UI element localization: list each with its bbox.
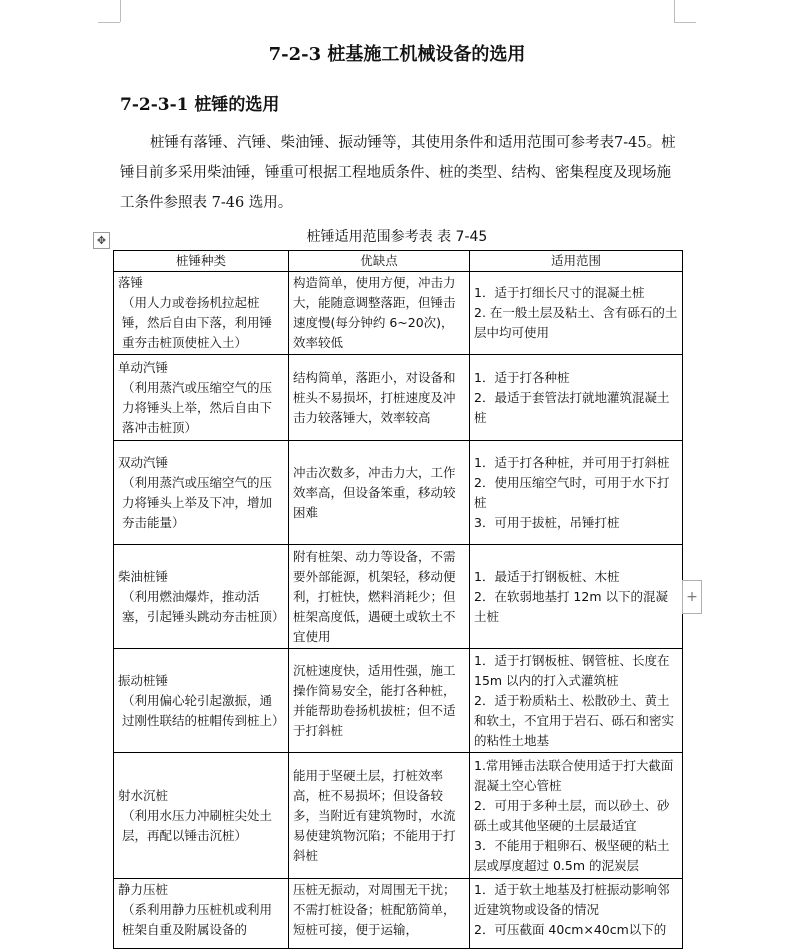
table-header-row (114, 251, 683, 272)
scope-item: 1．适于打细长尺寸的混凝土桩 (474, 285, 645, 300)
scope-item: 2．适于粉质粘土、松散砂土、黄土和软土，不宜用于岩石、砾石和密实的粘性土地基 (474, 692, 675, 748)
section-title: 7-2-3-1 桩锤的选用 (120, 95, 280, 115)
pros-cons-cell: 沉桩速度快，适用性强，施工操作简易安全，能打各种桩，并能帮助卷扬机拔桩；但不适于打斜桩 (289, 649, 470, 753)
scope-item: 2. 在一般土层及粘土、含有砾石的土层中均可使用 (474, 305, 678, 340)
hammer-description: （用人力或卷扬机拉起桩锤，然后自由下落，利用锤重夯击桩顶使桩入土） (122, 295, 273, 350)
hammer-description: （利用水压力冲刷桩尖处土层，再配以锤击沉桩） (122, 807, 273, 843)
hammer-type-cell (114, 272, 289, 355)
scope-cell (470, 545, 683, 649)
scope-cell (470, 753, 683, 879)
hammer-type-cell (114, 441, 289, 545)
header-cell: 优缺点 (289, 251, 470, 272)
hammer-type-cell (114, 753, 289, 879)
hammer-description: （系利用静力压桩机或利用桩架自重及附属设备的 (122, 902, 273, 937)
hammer-name: 落锤 (118, 275, 144, 290)
scope-item: 2．可用于多种土层，而以砂土、砂砾土或其他坚硬的土层最适宜 (474, 797, 670, 833)
page-title: 7-2-3 桩基施工机械设备的选用 (268, 44, 526, 65)
scope-item: 1．适于软土地基及打桩振动影响邻近建筑物或设备的情况 (474, 882, 670, 917)
table-row (114, 753, 683, 879)
pros-cons-cell: 冲击次数多，冲击力大，工作效率高，但设备笨重，移动较困难 (289, 441, 470, 545)
hammer-description: （利用偏心轮引起激振，通过刚性联结的桩帽传到桩上） (122, 692, 285, 728)
pros-cons-cell: 结构简单，落距小，对设备和桩头不易损坏，打桩速度及冲击力较落锤大，效率较高 (289, 355, 470, 441)
crop-mark (120, 0, 121, 22)
crop-mark (98, 22, 120, 23)
header-cell: 适用范围 (470, 251, 683, 272)
scope-cell (470, 355, 683, 441)
pros-cons-cell: 能用于坚硬土层，打桩效率高，桩不易损坏；但设备较多，当附近有建筑物时，水流易使建筑物沉陷；不能用于打斜桩 (289, 753, 470, 879)
hammer-name: 单动汽锤 (118, 359, 169, 375)
add-column-icon[interactable]: + (682, 580, 702, 614)
hammer-description: （利用蒸汽或压缩空气的压力将锤头上举及下冲，增加夯击能量） (122, 474, 273, 530)
scope-item: 1.常用锤击法联合使用适于打大截面混凝土空心管桩 (474, 757, 674, 793)
hammer-name: 振动桩锤 (118, 672, 169, 688)
scope-item: 2．可压截面 40cm×40cm以下的 (474, 922, 667, 937)
hammer-description: （利用燃油爆炸，推动活塞，引起锤头跳动夯击桩顶） (122, 588, 285, 624)
table-row (114, 545, 683, 649)
hammer-type-cell (114, 355, 289, 441)
crop-mark (674, 0, 675, 22)
scope-item: 2．最适于套管法打就地灌筑混凝土桩 (474, 389, 670, 425)
scope-item: 1．适于打钢板桩、钢管桩、长度在 15m 以内的打入式灌筑桩 (474, 652, 670, 688)
scope-cell (470, 272, 683, 355)
hammer-type-cell (114, 649, 289, 753)
header-cell: 桩锤种类 (114, 251, 289, 272)
scope-cell (470, 441, 683, 545)
scope-item: 3．不能用于粗卵石、极坚硬的粘土层或厚度超过 0.5m 的泥炭层 (474, 837, 670, 873)
pros-cons-cell: 构造简单，使用方便，冲击力大，能随意调整落距，但锤击速度慢(每分钟约 6~20次)，效率较低 (289, 272, 470, 355)
hammer-table (113, 250, 683, 949)
crop-mark (674, 22, 696, 23)
scope-cell (470, 879, 683, 949)
table-caption: 桩锤适用范围参考表 表 7-45 (306, 229, 488, 245)
hammer-type-cell (114, 879, 289, 949)
scope-item: 1．适于打各种桩 (474, 369, 570, 385)
intro-paragraph: 桩锤有落锤、汽锤、柴油锤、振动锤等，其使用条件和适用范围可参考表7-45。桩锤目前多采用柴油锤，锤重可根据工程地质条件、桩的类型、结构、密集程度及现场施工条件参照表 7-46 选用。 (120, 135, 676, 211)
hammer-name: 射水沉桩 (118, 787, 169, 803)
scope-item: 2．在软弱地基打 12m 以下的混凝土桩 (474, 588, 668, 624)
table-row (114, 355, 683, 441)
scope-item: 1．最适于打钢板桩、木桩 (474, 568, 620, 584)
hammer-name: 双动汽锤 (118, 454, 169, 470)
hammer-name: 静力压桩 (118, 882, 169, 897)
scope-item: 1．适于打各种桩，并可用于打斜桩 (474, 454, 670, 470)
table-row (114, 272, 683, 355)
scope-item: 3．可用于拔桩，吊锤打桩 (474, 514, 620, 530)
table-row (114, 441, 683, 545)
table-row (114, 649, 683, 753)
hammer-name: 柴油桩锤 (118, 568, 169, 584)
hammer-description: （利用蒸汽或压缩空气的压力将锤头上举，然后自由下落冲击桩顶） (122, 379, 273, 435)
scope-item: 2．使用压缩空气时，可用于水下打桩 (474, 474, 670, 510)
table-move-handle-icon[interactable]: ✥ (93, 232, 110, 249)
pros-cons-cell: 附有桩架、动力等设备，不需要外部能源，机架轻，移动便利，打桩快，燃料消耗少；但桩架高度低，遇硬土或软土不宜使用 (289, 545, 470, 649)
hammer-type-cell (114, 545, 289, 649)
table-row (114, 879, 683, 949)
pros-cons-cell: 压桩无振动，对周围无干扰；不需打桩设备；桩配筋简单，短桩可接，便于运输， (289, 879, 470, 949)
scope-cell (470, 649, 683, 753)
